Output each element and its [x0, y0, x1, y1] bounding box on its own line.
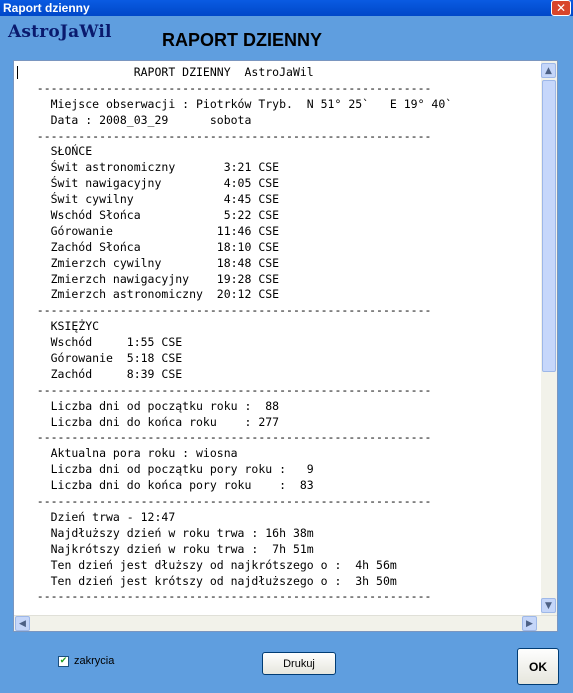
report-line: KSIĘŻYC	[16, 319, 100, 334]
scroll-thumb[interactable]	[542, 80, 556, 372]
report-line: Miejsce obserwacji : Piotrków Tryb. N 51° 25` E 19° 40`	[16, 96, 453, 111]
report-line: RAPORT DZIENNY AstroJaWil	[16, 65, 314, 79]
close-button[interactable]	[551, 0, 571, 16]
scroll-down-button[interactable]	[541, 598, 556, 613]
report-line: ---------------------------------------------------------	[16, 494, 432, 509]
report-line: ---------------------------------------------------------	[16, 430, 432, 445]
chevron-down-icon: ▼	[545, 600, 552, 611]
report-line: Dzień trwa - 12:47	[16, 509, 176, 524]
report-line: Zachód Słońca 18:10 CSE	[16, 239, 280, 254]
chevron-right-icon: ▶	[526, 618, 533, 629]
report-line: Liczba dni do końca roku : 277	[16, 414, 280, 429]
report-line: Liczba dni od początku pory roku : 9	[16, 462, 314, 477]
report-line: ---------------------------------------------------------	[16, 303, 432, 318]
report-line: Zmierzch nawigacyjny 19:28 CSE	[16, 271, 280, 286]
chevron-left-icon: ◀	[19, 618, 26, 629]
report-line: Świt nawigacyjny 4:05 CSE	[16, 176, 280, 191]
chevron-up-icon: ▲	[545, 65, 552, 76]
horizontal-scrollbar[interactable]	[14, 615, 557, 631]
page-heading: RAPORT DZIENNY	[162, 30, 323, 50]
close-icon: ✕	[555, 1, 567, 15]
report-line: Najdłuższy dzień w roku trwa : 16h 38m	[16, 525, 314, 540]
report-line: Świt cywilny 4:45 CSE	[16, 192, 280, 207]
report-line: ---------------------------------------------------------	[16, 80, 432, 95]
zakrycia-label: zakrycia	[74, 655, 115, 667]
report-line: ---------------------------------------------------------	[16, 589, 432, 604]
report-line: Liczba dni do końca pory roku : 83	[16, 478, 314, 493]
scroll-up-button[interactable]	[541, 63, 556, 78]
report-line: Zmierzch cywilny 18:48 CSE	[16, 255, 280, 270]
vertical-scrollbar[interactable]	[541, 61, 557, 615]
report-line: ---------------------------------------------------------	[16, 382, 432, 397]
report-line: Ten dzień jest dłuższy od najkrótszego o : 4h 56m	[16, 557, 397, 572]
window-title: Raport dzienny	[3, 1, 90, 15]
report-line: Zachód 8:39 CSE	[16, 366, 183, 381]
report-line: Liczba dni od początku roku : 88	[16, 398, 280, 413]
report-line: ---------------------------------------------------------	[16, 128, 432, 143]
app-logo: AstroJaWil	[8, 22, 112, 42]
report-line: Zmierzch astronomiczny 20:12 CSE	[16, 287, 280, 302]
report-line: Ten dzień jest krótszy od najdłuższego o : 3h 50m	[16, 573, 397, 588]
report-line: Wschód 1:55 CSE	[16, 335, 183, 350]
zakrycia-checkbox-group[interactable]	[58, 655, 114, 667]
report-line: Górowanie 5:18 CSE	[16, 351, 183, 366]
report-line: Najkrótszy dzień w roku trwa : 7h 51m	[16, 541, 314, 556]
report-line: Górowanie 11:46 CSE	[16, 223, 280, 238]
report-line: Aktualna pora roku : wiosna	[16, 446, 238, 461]
print-button[interactable]: Drukuj	[262, 652, 336, 675]
report-text-area[interactable]	[13, 60, 558, 632]
scroll-left-button[interactable]	[15, 616, 30, 631]
zakrycia-checkbox[interactable]	[58, 656, 69, 667]
report-line: Świt astronomiczny 3:21 CSE	[16, 160, 280, 175]
title-bar	[0, 0, 573, 16]
ok-button[interactable]: OK	[517, 648, 559, 685]
report-content	[16, 65, 540, 613]
checkmark-icon: ✔	[59, 656, 68, 666]
report-line: Wschód Słońca 5:22 CSE	[16, 208, 280, 223]
scroll-right-button[interactable]	[522, 616, 537, 631]
report-line: Data : 2008_03_29 sobota	[16, 112, 252, 127]
report-line: SŁOŃCE	[16, 144, 93, 159]
